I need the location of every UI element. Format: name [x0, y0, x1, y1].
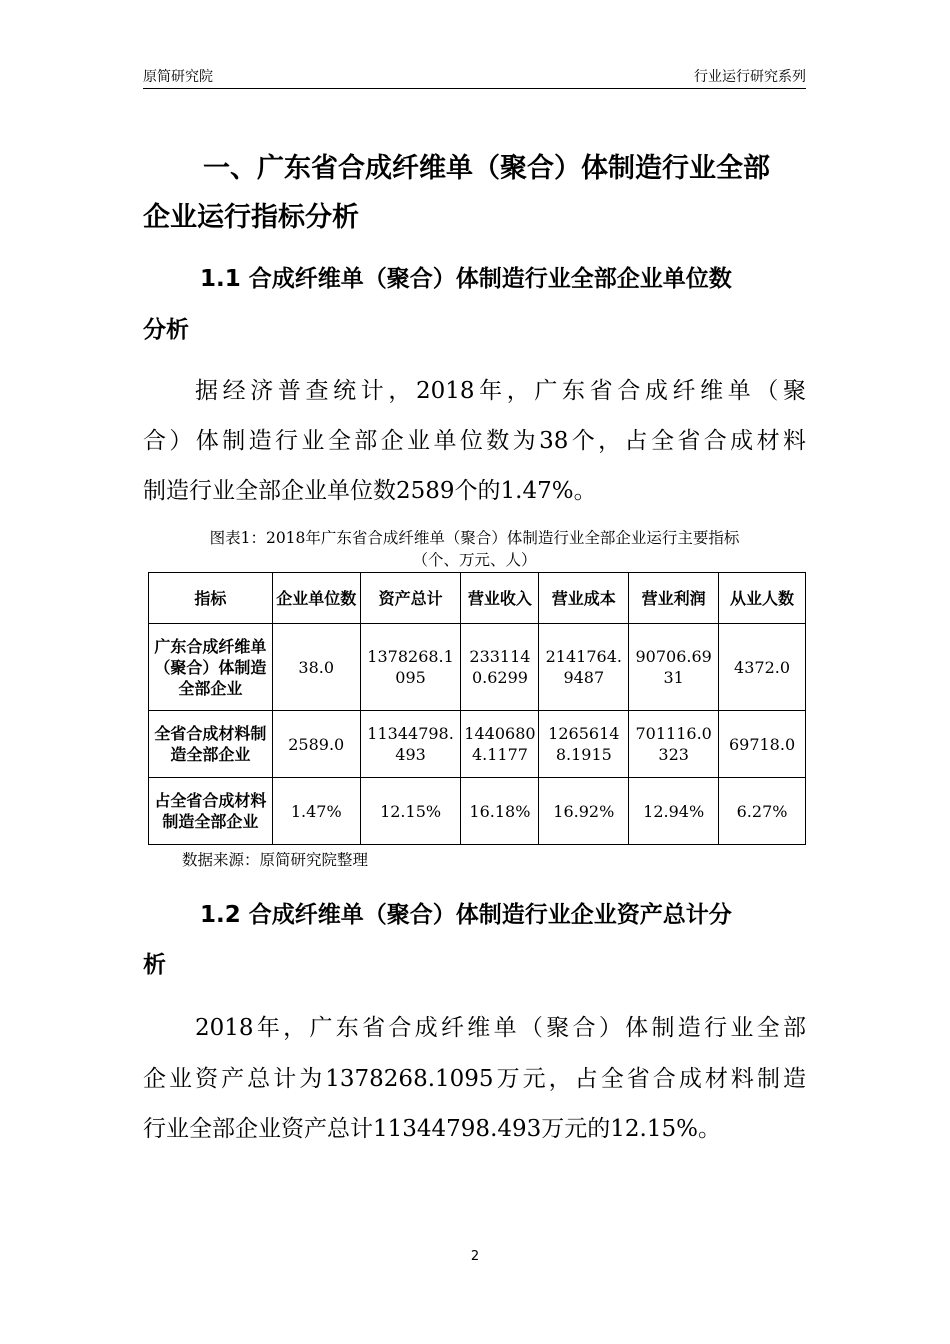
- header-divider: [143, 88, 806, 89]
- header-series: 行业运行研究系列: [694, 69, 806, 85]
- section-1-paragraph-line: 合）体制造行业全部企业单位数为38个，占全省合成材料: [143, 428, 806, 454]
- column-header: 资产总计: [360, 573, 461, 624]
- table-cell: 1378268.1095: [360, 624, 461, 711]
- column-header: 营业收入: [461, 573, 539, 624]
- table-cell: 2141764.9487: [539, 624, 629, 711]
- column-header: 指标: [149, 573, 273, 624]
- table-cell: 38.0: [272, 624, 360, 711]
- section-1-heading-line-1: 1.1 合成纤维单（聚合）体制造行业全部企业单位数: [200, 266, 732, 292]
- column-header: 从业人数: [719, 573, 806, 624]
- column-header: 企业单位数: [272, 573, 360, 624]
- column-header: 营业成本: [539, 573, 629, 624]
- section-2-heading-line-2: 析: [143, 952, 166, 978]
- table-row: [149, 624, 806, 711]
- table-caption: 图表1：2018年广东省合成纤维单（聚合）体制造行业全部企业运行主要指标: [209, 529, 740, 547]
- table-cell: 12.94%: [629, 778, 719, 845]
- table-source: 数据来源：原简研究院整理: [182, 851, 369, 869]
- section-2-paragraph-line: 2018年，广东省合成纤维单（聚合）体制造行业全部: [195, 1015, 806, 1041]
- table-cell: 12.15%: [360, 778, 461, 845]
- table-cell: 12656148.1915: [539, 711, 629, 778]
- column-header: 营业利润: [629, 573, 719, 624]
- section-2-paragraph-line: 企业资产总计为1378268.1095万元，占全省合成材料制造: [143, 1066, 806, 1092]
- table-row: [149, 778, 806, 845]
- table-cell: 11344798.493: [360, 711, 461, 778]
- table-cell: 1.47%: [272, 778, 360, 845]
- table-cell: 2589.0: [272, 711, 360, 778]
- table-cell: 69718.0: [719, 711, 806, 778]
- table-header-row: [149, 573, 806, 624]
- table-cell: 16.92%: [539, 778, 629, 845]
- row-label: 占全省合成材料制造全部企业: [149, 778, 273, 845]
- page-number: 2: [470, 1249, 480, 1264]
- table-cell: 16.18%: [461, 778, 539, 845]
- table-row: [149, 711, 806, 778]
- table-cell: 701116.0323: [629, 711, 719, 778]
- row-label: 广东合成纤维单（聚合）体制造全部企业: [149, 624, 273, 711]
- table-cell: 6.27%: [719, 778, 806, 845]
- section-1-paragraph-line: 据经济普查统计，2018年，广东省合成纤维单（聚: [195, 378, 806, 404]
- section-1-paragraph-line: 制造行业全部企业单位数2589个的1.47%。: [143, 478, 597, 504]
- indicators-table: [148, 572, 806, 845]
- table-cell: 4372.0: [719, 624, 806, 711]
- table-cell: 14406804.1177: [461, 711, 539, 778]
- row-label: 全省合成材料制造全部企业: [149, 711, 273, 778]
- page-title-line-2: 企业运行指标分析: [143, 202, 359, 233]
- section-1-heading-line-2: 分析: [143, 317, 189, 343]
- section-2-paragraph-line: 行业全部企业资产总计11344798.493万元的12.15%。: [143, 1116, 721, 1142]
- page-title-line-1: 一、广东省合成纤维单（聚合）体制造行业全部: [203, 153, 770, 184]
- table-cell: 2331140.6299: [461, 624, 539, 711]
- table-caption-units: （个、万元、人）: [412, 551, 537, 569]
- section-2-heading-line-1: 1.2 合成纤维单（聚合）体制造行业企业资产总计分: [200, 902, 732, 928]
- table-cell: 90706.6931: [629, 624, 719, 711]
- header-org: 原简研究院: [143, 69, 213, 85]
